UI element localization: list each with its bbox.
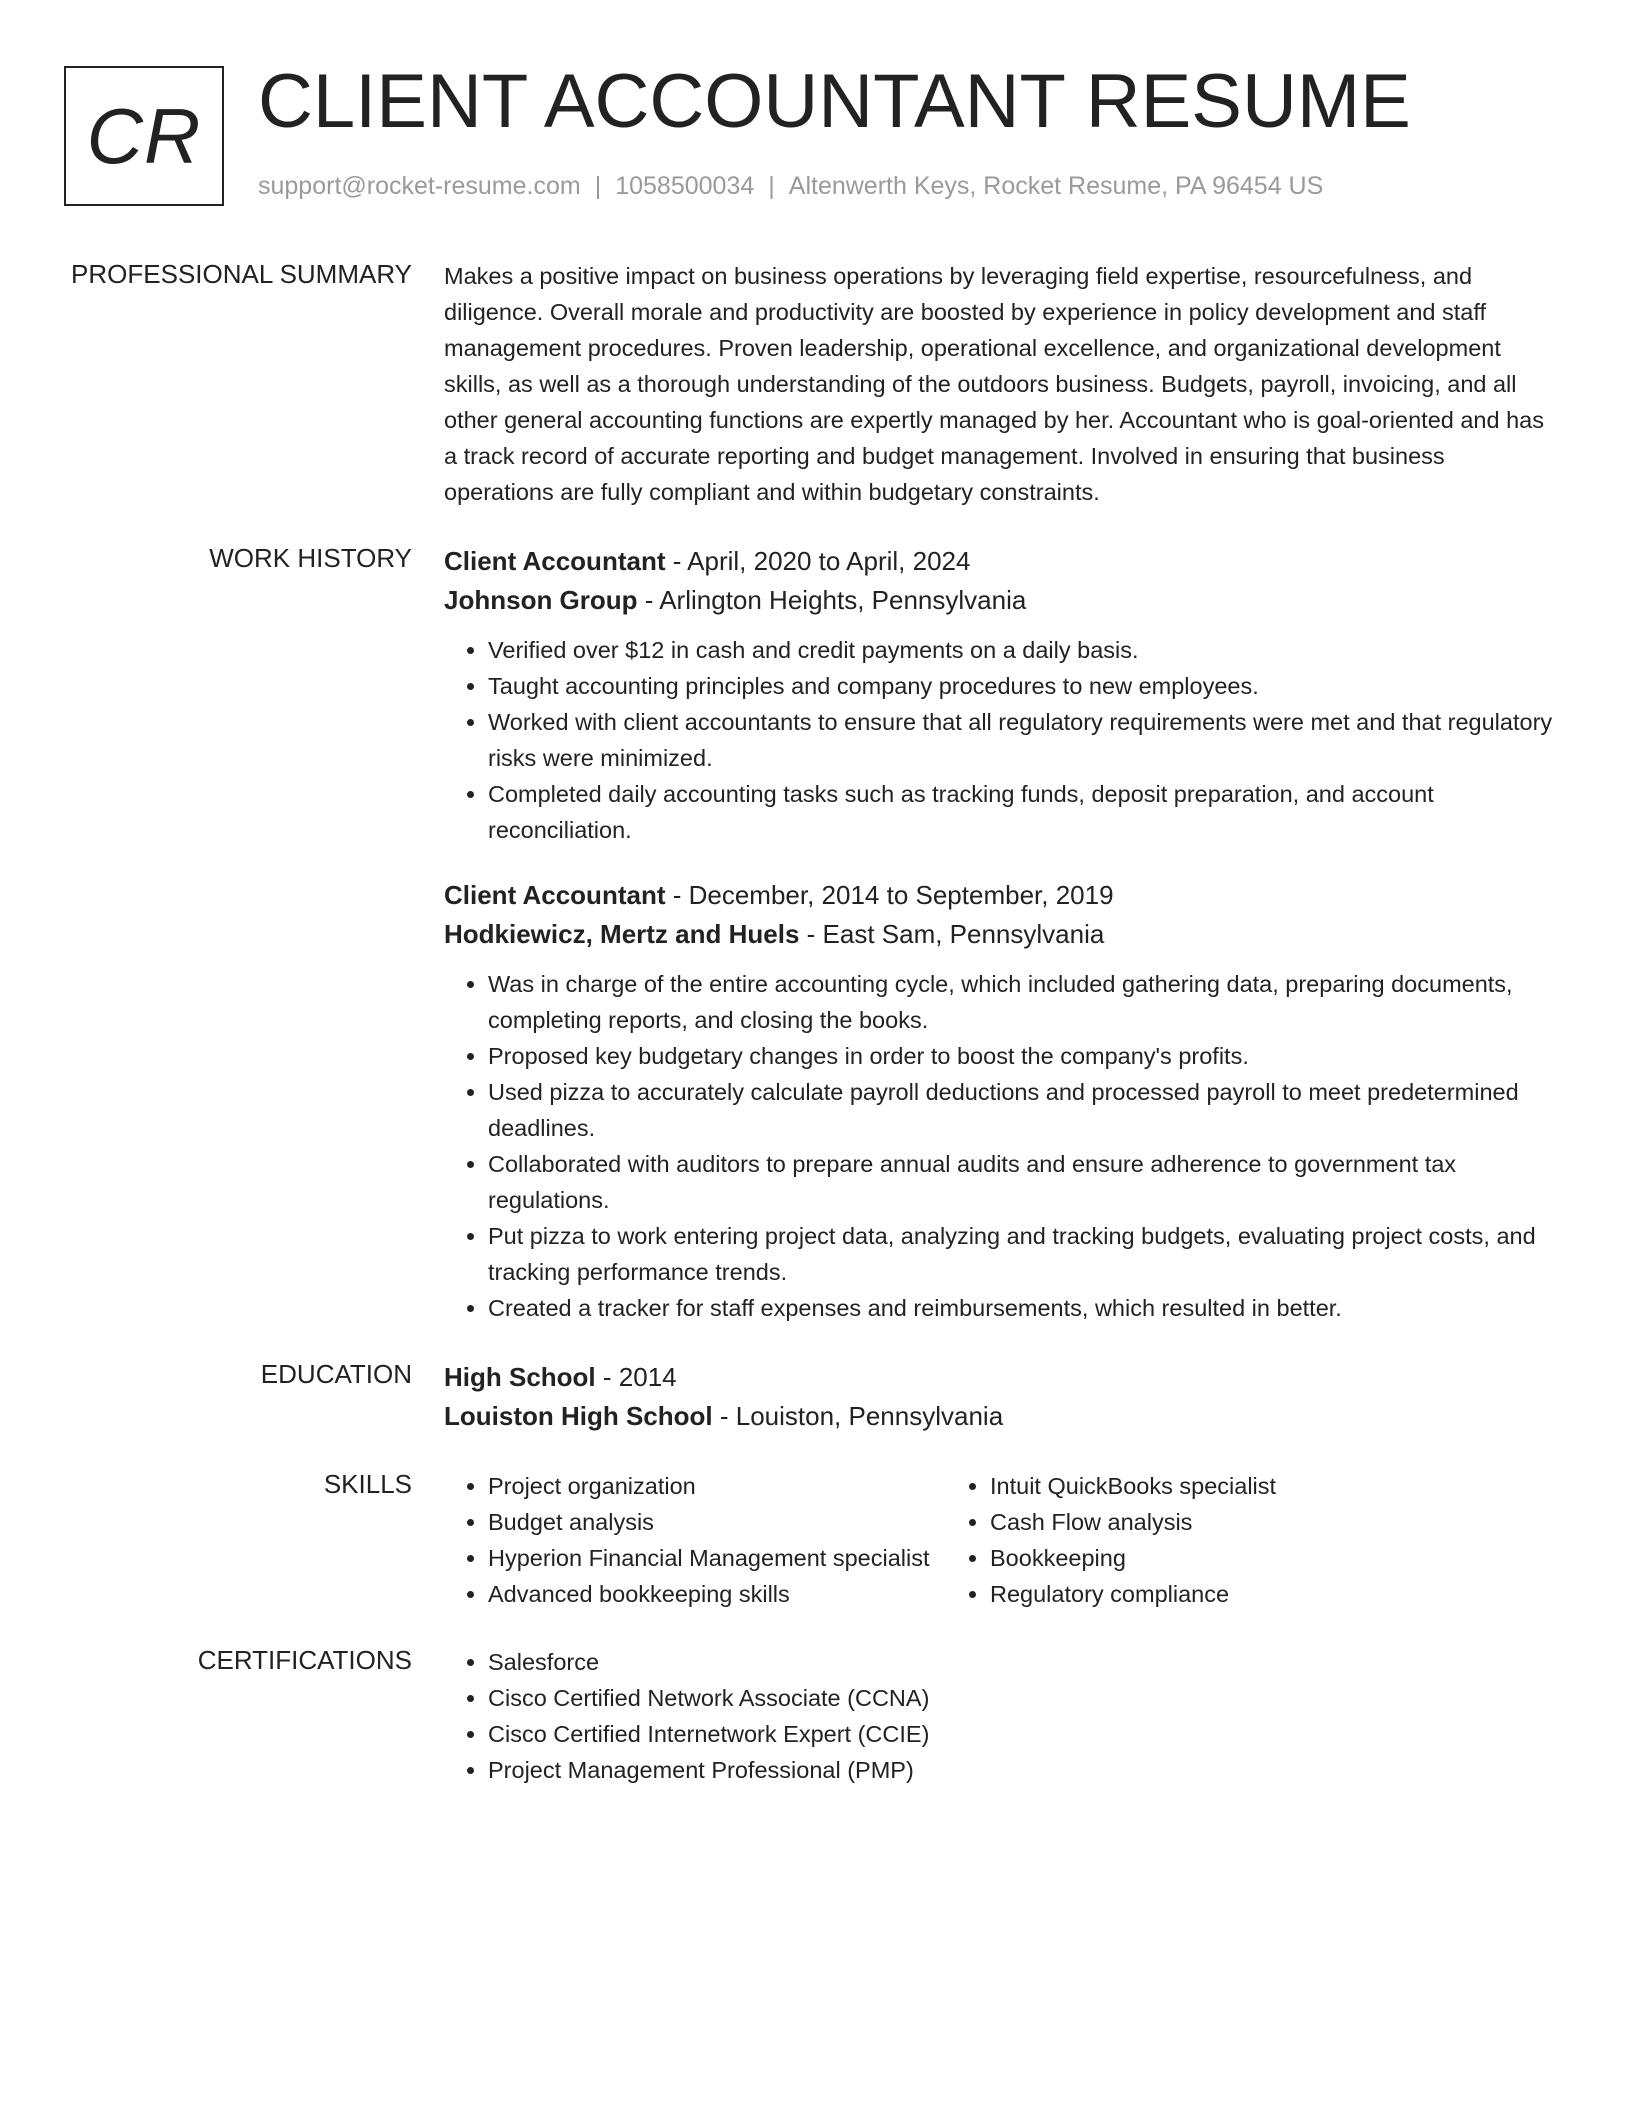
job-title-line	[444, 542, 1554, 581]
skill-item: • Advanced bookkeeping skills	[488, 1576, 946, 1612]
section-certifications	[0, 1644, 1632, 1788]
list-item: • Worked with client accountants to ensure that all regulatory requirements were met and that regulatory risks were minimized.	[488, 704, 1554, 776]
job-title: Client Accountant	[444, 880, 666, 910]
section-label-skills: SKILLS	[323, 1469, 412, 1499]
job-location: - Arlington Heights, Pennsylvania	[637, 585, 1027, 615]
list-item: • Completed daily accounting tasks such as tracking funds, deposit preparation, and account reconciliation.	[488, 776, 1554, 848]
job-title-line	[444, 876, 1554, 915]
monogram-logo	[64, 66, 224, 206]
list-item: • Created a tracker for staff expenses and reimbursements, which resulted in better.	[488, 1290, 1554, 1326]
education-location: - Louiston, Pennsylvania	[712, 1401, 1004, 1431]
contact-phone: 1058500034	[615, 172, 755, 200]
certification-item: • Cisco Certified Internetwork Expert (CCIE)	[488, 1716, 1554, 1752]
skills-list-right	[946, 1468, 1448, 1612]
resume-content	[0, 258, 1632, 1820]
contact-line	[258, 172, 1323, 201]
list-item: • Proposed key budgetary changes in order to boost the company's profits.	[488, 1038, 1554, 1074]
education-school-line	[444, 1397, 1554, 1436]
job-bullets	[444, 966, 1554, 1326]
skills-list-left	[444, 1468, 946, 1612]
skill-item: • Budget analysis	[488, 1504, 946, 1540]
list-item: • Verified over $12 in cash and credit payments on a daily basis.	[488, 632, 1554, 668]
summary-body	[444, 258, 1554, 510]
education-school: Louiston High School	[444, 1401, 713, 1431]
contact-address: Altenwerth Keys, Rocket Resume, PA 96454 US	[788, 172, 1324, 200]
section-skills	[0, 1468, 1632, 1612]
section-label-work: WORK HISTORY	[209, 543, 412, 573]
list-item: • Taught accounting principles and company procedures to new employees.	[488, 668, 1554, 704]
list-item: • Was in charge of the entire accounting cycle, which included gathering data, preparing documents, completing reports, and closing the books.	[488, 966, 1554, 1038]
job-bullets	[444, 632, 1554, 848]
job-dates: - December, 2014 to September, 2019	[665, 880, 1114, 910]
education-degree-line	[444, 1358, 1554, 1397]
job-company: Johnson Group	[444, 585, 638, 615]
contact-separator: |	[768, 172, 775, 200]
section-label-summary: PROFESSIONAL SUMMARY	[71, 259, 412, 289]
skill-item: • Hyperion Financial Management specialist	[488, 1540, 946, 1576]
section-work-history	[0, 542, 1632, 1326]
education-year: - 2014	[595, 1362, 677, 1392]
education-degree: High School	[444, 1362, 596, 1392]
job-location: - East Sam, Pennsylvania	[799, 919, 1105, 949]
certifications-body	[444, 1644, 1554, 1788]
list-item: • Used pizza to accurately calculate payroll deductions and processed payroll to meet predetermined deadlines.	[488, 1074, 1554, 1146]
job-company-line	[444, 581, 1554, 620]
page-title: CLIENT ACCOUNTANT RESUME	[258, 59, 1411, 144]
skills-body	[444, 1468, 1554, 1612]
contact-separator: |	[594, 172, 602, 200]
certification-item: • Salesforce	[488, 1644, 1554, 1680]
education-body	[444, 1358, 1554, 1436]
skill-item: • Regulatory compliance	[990, 1576, 1448, 1612]
certifications-list	[444, 1644, 1554, 1788]
list-item: • Put pizza to work entering project data, analyzing and tracking budgets, evaluating project costs, and tracking performance trends.	[488, 1218, 1554, 1290]
section-label-education: EDUCATION	[260, 1359, 412, 1389]
list-item: • Collaborated with auditors to prepare annual audits and ensure adherence to government tax regulations.	[488, 1146, 1554, 1218]
section-education	[0, 1358, 1632, 1436]
certification-item: • Project Management Professional (PMP)	[488, 1752, 1554, 1788]
job-entry	[444, 542, 1554, 848]
job-company-line	[444, 915, 1554, 954]
skill-item: • Cash Flow analysis	[990, 1504, 1448, 1540]
skills-columns	[444, 1468, 1554, 1612]
skill-item: • Intuit QuickBooks specialist	[990, 1468, 1448, 1504]
contact-email: support@rocket-resume.com	[258, 172, 581, 200]
skill-item: • Bookkeeping	[990, 1540, 1448, 1576]
summary-text: Makes a positive impact on business operations by leveraging field expertise, resourcefulness, and diligence. Overall morale and productivity are boosted by experience in policy development and staff management procedures. Proven leadership, operational excellence, and organizational development skills, as well as a thorough understanding of the outdoors business. Budgets, payroll, invoicing, and all other general accounting functions are expertly managed by her. Accountant who is goal-oriented and has a track record of accurate reporting and budget management. Involved in ensuring that business operations are fully compliant and within budgetary constraints.	[444, 263, 1544, 505]
certification-item: • Cisco Certified Network Associate (CCNA)	[488, 1680, 1554, 1716]
work-body	[444, 542, 1554, 1326]
section-label-certifications: CERTIFICATIONS	[197, 1645, 412, 1675]
job-dates: - April, 2020 to April, 2024	[665, 546, 971, 576]
job-entry	[444, 876, 1554, 1326]
job-company: Hodkiewicz, Mertz and Huels	[444, 919, 800, 949]
monogram-text: CR	[86, 91, 202, 180]
skill-item: • Project organization	[488, 1468, 946, 1504]
job-title: Client Accountant	[444, 546, 666, 576]
section-professional-summary	[0, 258, 1632, 510]
